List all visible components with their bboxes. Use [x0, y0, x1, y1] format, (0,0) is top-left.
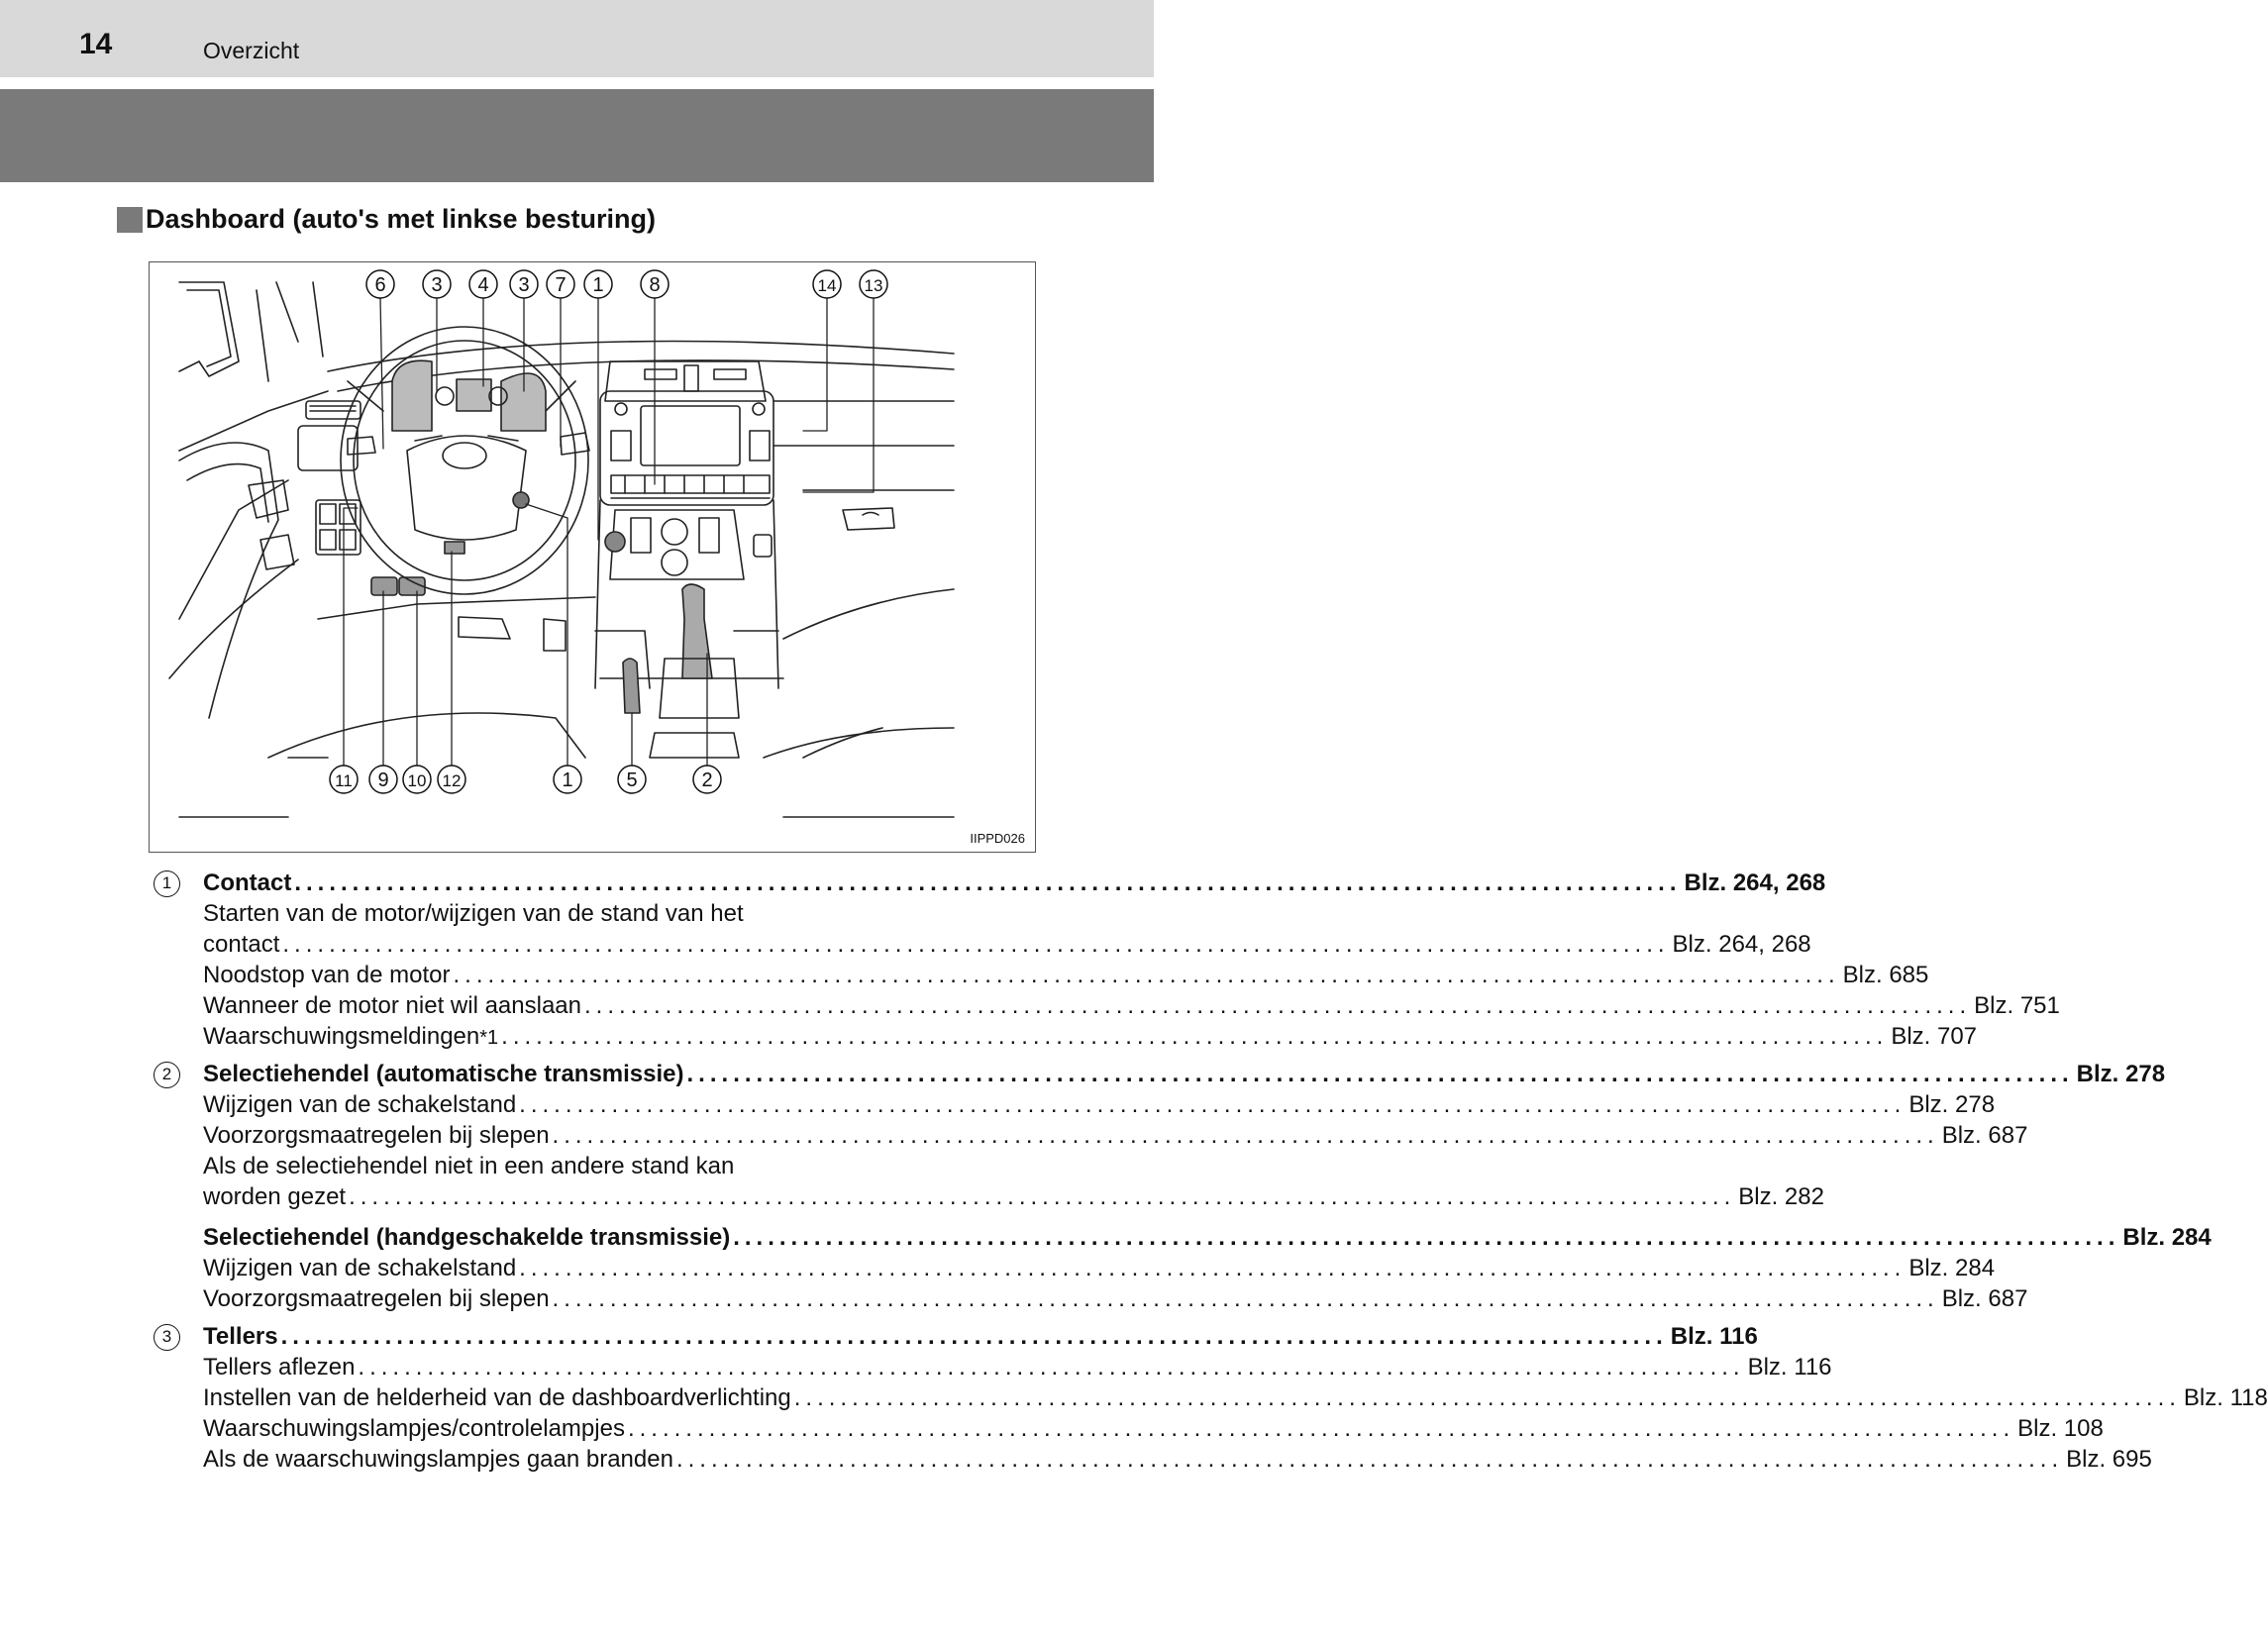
entry-subline — [154, 960, 1929, 990]
svg-text:1: 1 — [562, 769, 573, 791]
page-reference: Blz. 687 — [1941, 1285, 2028, 1312]
callout-10 — [403, 766, 431, 793]
entry-subline — [154, 1413, 2104, 1444]
svg-text:6: 6 — [374, 274, 386, 296]
entry-subline — [154, 1181, 1824, 1212]
entry-label: Waarschuwingslampjes/controlelampjes — [203, 1415, 625, 1442]
entry-label: Selectiehendel (handgeschakelde transmissie) — [203, 1224, 731, 1251]
leader-dots: ........................................................................................................................ — [519, 1091, 1907, 1118]
entry-label: Tellers aflezen — [203, 1354, 356, 1381]
item-number-icon: 2 — [154, 1062, 180, 1088]
callout-12 — [438, 766, 465, 793]
page-reference: Blz. 751 — [1974, 992, 2060, 1019]
svg-text:3: 3 — [518, 274, 530, 296]
callout-13 — [860, 270, 887, 298]
callout-5 — [618, 766, 646, 793]
entry-label: Voorzorgsmaatregelen bij slepen — [203, 1122, 550, 1149]
entry-subline — [154, 1089, 1996, 1120]
callout-6 — [366, 270, 394, 298]
entry-subline — [154, 1151, 991, 1181]
page-reference: Blz. 282 — [1738, 1183, 1824, 1210]
leader-dots: ........................................................................................................................ — [686, 1061, 2074, 1087]
svg-text:5: 5 — [626, 769, 638, 791]
svg-text:8: 8 — [649, 274, 661, 296]
callout-11 — [330, 766, 358, 793]
page-reference: Blz. 685 — [1842, 962, 1929, 988]
svg-text:13: 13 — [864, 276, 883, 295]
entry-label: Selectiehendel (automatische transmissie) — [203, 1061, 684, 1087]
page-reference: Blz. 284 — [2122, 1224, 2212, 1251]
entry-subline — [154, 1444, 2152, 1475]
entry-label: Tellers — [203, 1323, 278, 1350]
svg-text:7: 7 — [555, 274, 567, 296]
leader-dots: ........................................................................................................................ — [358, 1354, 1745, 1381]
entry-label-prefix: Als de selectiehendel niet in een andere stand kan — [203, 1153, 735, 1179]
leader-dots: ........................................................................................................................ — [675, 1446, 2064, 1473]
entry-group — [154, 1321, 2268, 1475]
svg-text:14: 14 — [817, 276, 837, 295]
page-reference: Blz. 278 — [2076, 1061, 2166, 1087]
page-reference: Blz. 707 — [1891, 1023, 1978, 1050]
item-number-icon: 1 — [154, 870, 180, 897]
svg-text:1: 1 — [592, 274, 604, 296]
svg-text:2: 2 — [701, 769, 713, 791]
leader-dots: ........................................................................................................................ — [453, 962, 1840, 988]
entry-block — [154, 868, 2060, 1052]
entry-label-prefix: Starten van de motor/wijzigen van de stand van het — [203, 900, 744, 927]
entry-label: contact — [203, 931, 280, 958]
index-entries — [154, 868, 2268, 1482]
leader-dots: ........................................................................................................................ — [294, 870, 1682, 896]
entry-title-row — [154, 868, 1826, 898]
callout-3 — [423, 270, 451, 298]
entry-subline — [154, 898, 991, 929]
leader-dots: ........................................................................................................................ — [280, 1323, 1668, 1350]
page-reference: Blz. 116 — [1670, 1323, 1758, 1350]
section-title: Dashboard (auto's met linkse besturing) — [146, 204, 657, 234]
entry-subline — [154, 929, 1811, 960]
entry-subline — [154, 1253, 1996, 1283]
header-band — [0, 89, 1154, 182]
leader-dots: ........................................................................................................................ — [501, 1023, 1889, 1050]
svg-text:11: 11 — [335, 771, 353, 790]
callout-3b — [510, 270, 538, 298]
entry-label: Als de waarschuwingslampjes gaan branden — [203, 1446, 673, 1473]
footnote-mark: *1 — [479, 1027, 499, 1049]
leader-dots: ........................................................................................................................ — [552, 1122, 1939, 1149]
leader-dots: ........................................................................................................................ — [552, 1285, 1939, 1312]
callout-layer — [150, 262, 1034, 851]
page-header — [0, 0, 1154, 77]
svg-text:9: 9 — [377, 769, 389, 791]
page-number: 14 — [79, 28, 113, 60]
entry-label: Wijzigen van de schakelstand — [203, 1255, 517, 1281]
entry-subline — [154, 1352, 1832, 1382]
entry-title-row — [154, 1059, 2166, 1089]
entry-block — [154, 1059, 2166, 1212]
page-reference: Blz. 695 — [2066, 1446, 2152, 1473]
page-reference: Blz. 264, 268 — [1684, 870, 1826, 896]
page-reference: Blz. 116 — [1747, 1354, 1832, 1381]
entry-label: Wanneer de motor niet wil aanslaan — [203, 992, 581, 1019]
entry-label: Noodstop van de motor — [203, 962, 451, 988]
callout-14 — [813, 270, 841, 298]
callout-4 — [469, 270, 497, 298]
entry-group — [154, 1059, 2212, 1314]
entry-label: worden gezet — [203, 1183, 347, 1210]
entry-subline — [154, 1120, 2028, 1151]
page-reference: Blz. 118 — [2183, 1384, 2268, 1411]
leader-dots: ........................................................................................................................ — [519, 1255, 1907, 1281]
entry-label: Waarschuwingsmeldingen — [203, 1023, 480, 1050]
entry-title-row — [154, 1321, 1758, 1352]
callout-1b — [554, 766, 581, 793]
callout-9 — [369, 766, 397, 793]
leader-dots: ........................................................................................................................ — [793, 1384, 2181, 1411]
entry-block — [154, 1321, 2268, 1475]
entry-subline — [154, 1382, 2268, 1413]
entry-label: Wijzigen van de schakelstand — [203, 1091, 517, 1118]
page-reference: Blz. 108 — [2017, 1415, 2104, 1442]
leader-dots: ........................................................................................................................ — [282, 931, 1670, 958]
svg-text:10: 10 — [407, 771, 427, 790]
section-heading — [117, 204, 656, 235]
leader-dots: ........................................................................................................................ — [349, 1183, 1736, 1210]
item-number-icon: 3 — [154, 1324, 180, 1351]
entry-title-row — [154, 1222, 2212, 1253]
entry-subline — [154, 1283, 2028, 1314]
callout-2 — [693, 766, 721, 793]
svg-text:12: 12 — [442, 771, 462, 790]
page-reference: Blz. 264, 268 — [1672, 931, 1811, 958]
entry-subline — [154, 1021, 1978, 1052]
chapter-title: Overzicht — [203, 38, 300, 63]
entry-label: Instellen van de helderheid van de dashboardverlichting — [203, 1384, 791, 1411]
callout-8 — [641, 270, 669, 298]
leader-dots: ........................................................................................................................ — [733, 1224, 2120, 1251]
dashboard-illustration — [149, 261, 1036, 853]
page-reference: Blz. 278 — [1908, 1091, 1996, 1118]
page-reference: Blz. 284 — [1908, 1255, 1996, 1281]
svg-text:4: 4 — [477, 274, 489, 296]
section-marker-icon — [117, 207, 143, 233]
callout-7 — [547, 270, 574, 298]
leader-dots: ........................................................................................................................ — [627, 1415, 2015, 1442]
entry-subline — [154, 990, 2060, 1021]
figure-id: IIPPD026 — [970, 831, 1025, 846]
svg-text:3: 3 — [431, 274, 443, 296]
page-reference: Blz. 687 — [1941, 1122, 2028, 1149]
entry-block — [154, 1222, 2212, 1314]
leader-dots: ........................................................................................................................ — [583, 992, 1972, 1019]
entry-group — [154, 868, 2060, 1052]
entry-label: Voorzorgsmaatregelen bij slepen — [203, 1285, 550, 1312]
entry-label: Contact — [203, 870, 292, 896]
callout-1 — [584, 270, 612, 298]
